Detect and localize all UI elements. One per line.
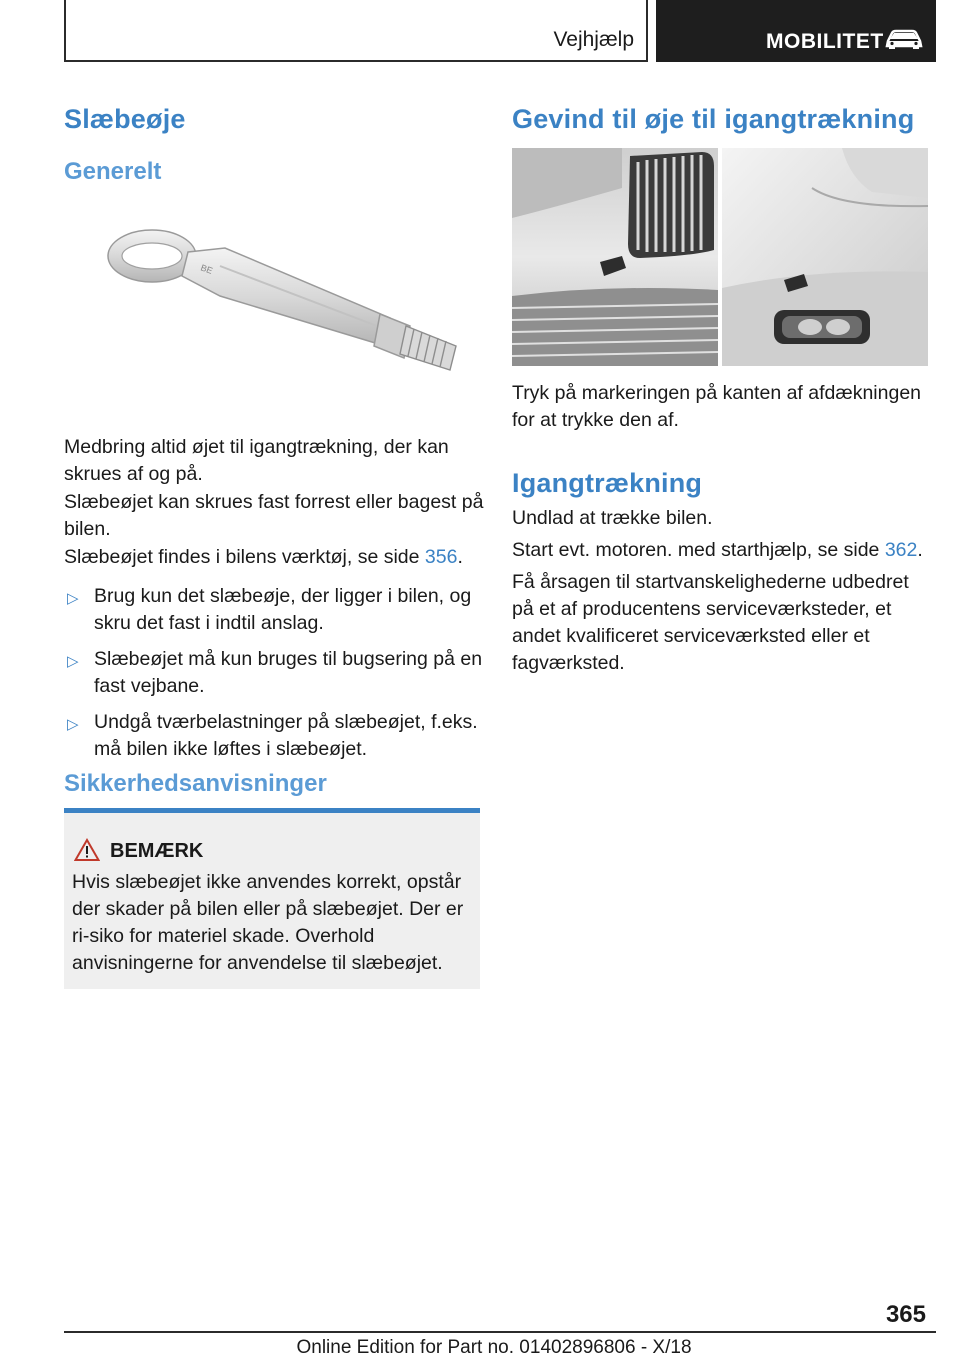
list-item-text: Slæbeøjet må kun bruges til bugsering på en fast vejbane. <box>94 648 483 697</box>
triangle-bullet-icon: ▷ <box>67 653 79 670</box>
list-item-text: Brug kun det slæbeøje, der ligger i bilen, og skru det fast i indtil anslag. <box>94 585 472 634</box>
tow-eye-illustration <box>100 218 470 388</box>
paragraph-jump-start <box>512 537 932 564</box>
subsection-title-safety: Sikkerhedsanvisninger <box>64 770 327 797</box>
notice-box <box>64 808 480 989</box>
section-title-thread: Gevind til øje til igangtrækning <box>512 104 915 134</box>
section-title-tow-eye: Slæbeøje <box>64 104 186 134</box>
section-title-tow-starting: Igangtrækning <box>512 468 703 498</box>
header-chapter-label: MOBILITET <box>766 30 884 53</box>
paragraph-toolkit <box>64 544 484 571</box>
jump-start-end: . <box>917 539 923 561</box>
page-link-362[interactable]: 362 <box>884 539 918 561</box>
footer-edition: Online Edition for Part no. 01402896806 - X/18 <box>296 1337 692 1358</box>
caption-press-marker: Tryk på markeringen på kanten af afdækningen for at trykke den af. <box>512 382 922 431</box>
svg-text:BE: BE <box>199 262 215 276</box>
list-item <box>64 709 484 763</box>
footer-divider <box>64 1331 936 1333</box>
list-item <box>64 583 484 637</box>
list-item <box>64 646 484 700</box>
triangle-bullet-icon: ▷ <box>67 590 79 607</box>
list-item-text: Undgå tværbelastninger på slæbeøjet, f.eks. må bilen ikke løftes i slæbeøjet. <box>94 711 478 760</box>
toolkit-end: . <box>457 546 463 568</box>
warning-triangle-icon <box>74 838 100 862</box>
header-section-tab <box>64 0 648 62</box>
page-link-356[interactable]: 356 <box>424 546 458 568</box>
subsection-title-general: Generelt <box>64 158 162 185</box>
notice-title: BEMÆRK <box>110 840 204 862</box>
paragraph-front-rear: Slæbeøjet kan skrues fast forrest eller bagest på bilen. <box>64 491 484 540</box>
car-icon <box>884 28 924 50</box>
toolkit-text: Slæbeøjet findes i bilens værktøj, se side <box>64 546 425 568</box>
notice-text: Hvis slæbeøjet ikke anvendes korrekt, opstår der skader på bilen eller på slæbeøjet. Der er ri-siko for materiel skade. Overhold anvisningerne for anvendelse til slæbeøjet. <box>72 871 464 974</box>
page-number: 365 <box>885 1301 926 1328</box>
paragraph-service: Få årsagen til startvanskelighederne udbedret på et af producentens serviceværksteder, et andet kvalificeret serviceværksted eller et fagværksted. <box>512 571 909 674</box>
jump-start-text: Start evt. motoren. med starthjælp, se side <box>512 539 885 561</box>
bumper-cover-illustration <box>512 148 928 366</box>
header-section-label: Vejhjælp <box>553 28 634 51</box>
header-chapter-tab <box>656 0 936 62</box>
paragraph-carry-tow-eye: Medbring altid øjet til igangtrækning, der kan skrues af og på. <box>64 436 449 485</box>
paragraph-do-not-tow: Undlad at trække bilen. <box>512 507 713 529</box>
instructions-list <box>64 583 484 772</box>
triangle-bullet-icon: ▷ <box>67 716 79 733</box>
